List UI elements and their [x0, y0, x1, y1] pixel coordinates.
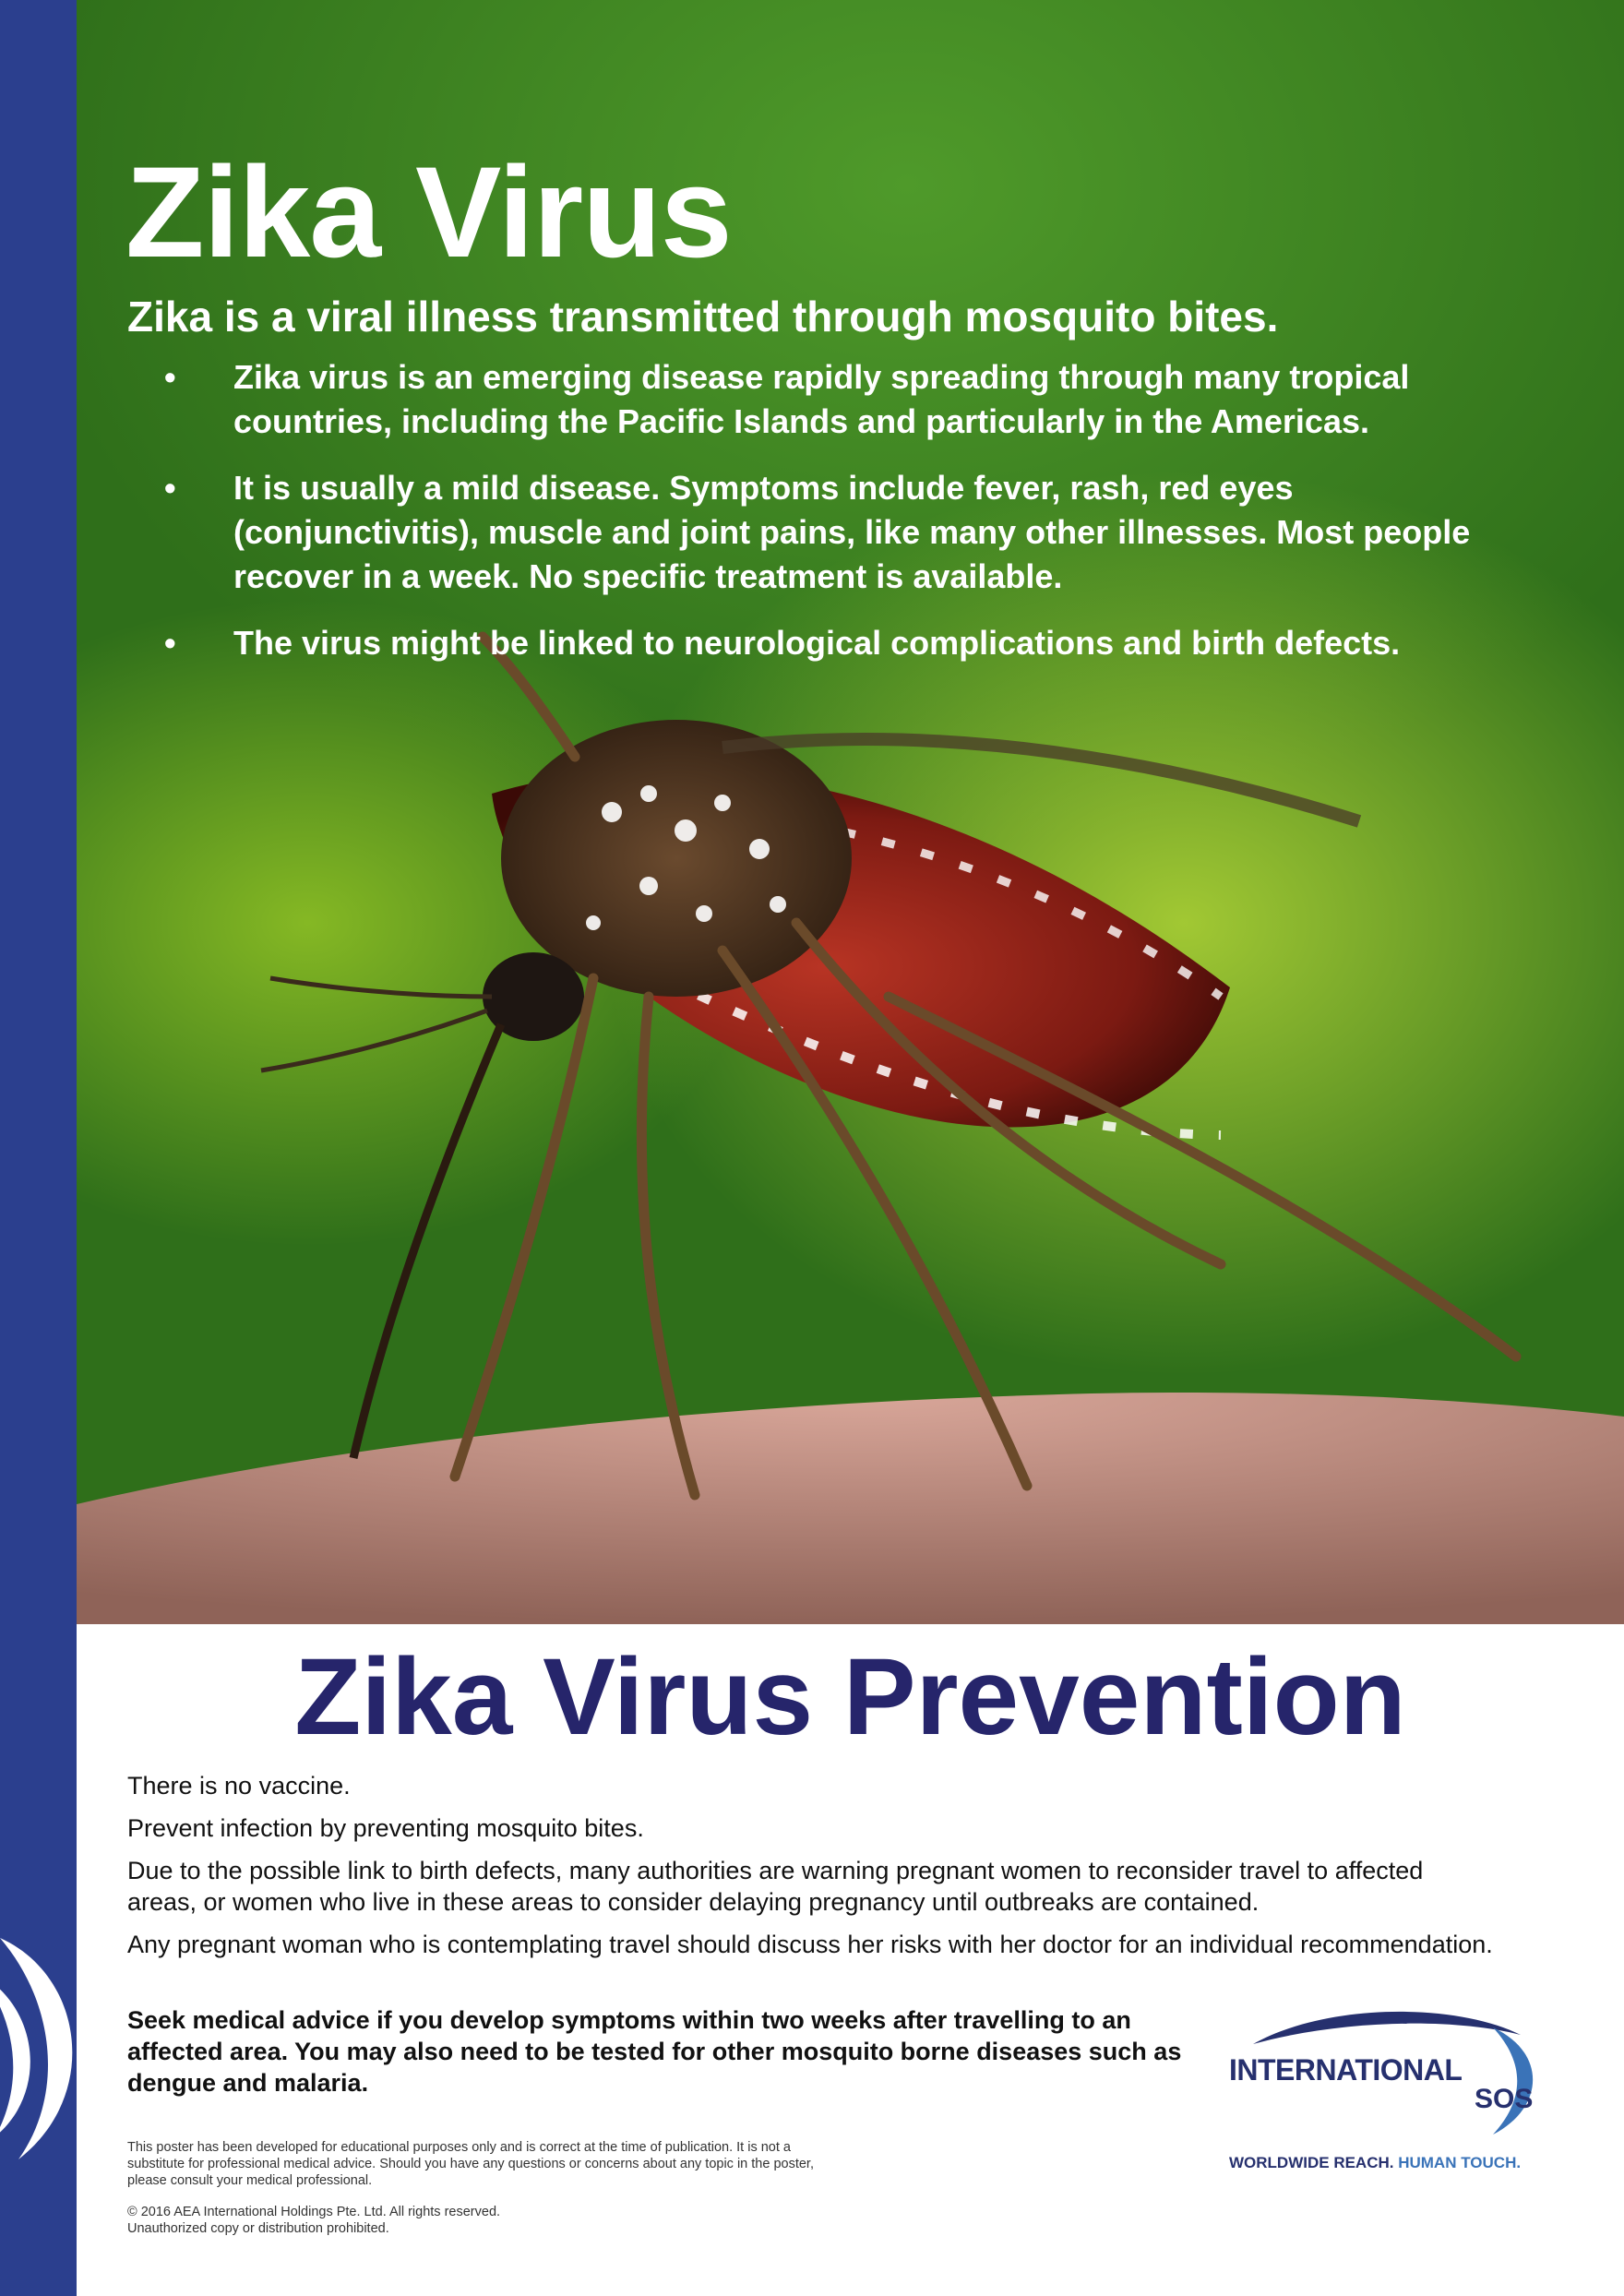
bullet-text: The virus might be linked to neurological complications and birth defects. — [233, 624, 1401, 662]
medical-advice-note: Seek medical advice if you develop symptoms within two weeks after travelling to an affected area. You may also need to be tested for other mosquito borne diseases such as dengue and malaria. — [127, 2006, 1182, 2097]
prevention-paragraph: Prevent infection by preventing mosquito bites. — [127, 1814, 644, 1842]
logo-name: INTERNATIONAL — [1229, 2053, 1463, 2087]
side-swoosh-graphic — [0, 1938, 77, 2159]
logo-tagline-part: WORLDWIDE REACH. — [1229, 2154, 1394, 2171]
hero-subtitle: Zika is a viral illness transmitted through mosquito bites. — [127, 293, 1279, 341]
copyright-line: Unauthorized copy or distribution prohibited. — [127, 2221, 389, 2236]
hero-section — [77, 0, 1624, 1624]
copyright-line: © 2016 AEA International Holdings Pte. Ltd. All rights reserved. — [127, 2205, 501, 2219]
bullet-marker: • — [164, 624, 176, 662]
prevention-title: Zika Virus Prevention — [294, 1636, 1406, 1758]
prevention-body — [127, 1770, 1493, 1971]
prevention-paragraph: Due to the possible link to birth defects, many authorities are warning pregnant women to reconsider travel to affected areas, or women who live in these areas to consider delaying pregnancy until outbreaks are contained. — [127, 1857, 1424, 1916]
bullet-text: Zika virus is an emerging disease rapidly spreading through many tropical countries, including the Pacific Islands and particularly in the Americas. — [233, 358, 1410, 440]
side-bar — [0, 0, 77, 2296]
bullet-item — [127, 355, 1530, 444]
hero-title: Zika Virus — [125, 139, 732, 284]
disclaimer-text: This poster has been developed for educational purposes only and is correct at the time of publication. It is not a substitute for professional medical advice. Should you have any questions or concerns about any topic in the poster, please consult your medical professional. — [127, 2140, 814, 2188]
prevention-paragraph: Any pregnant woman who is contemplating travel should discuss her risks with her doctor for an individual recommendation. — [127, 1931, 1493, 1958]
hero-bullet-list — [127, 355, 1530, 688]
copyright-notice — [127, 2204, 681, 2237]
bullet-marker: • — [164, 469, 176, 507]
bullet-item — [127, 466, 1530, 599]
bullet-text: It is usually a mild disease. Symptoms include fever, rash, red eyes (conjunctivitis), muscle and joint pains, like many other illnesses. Most people recover in a week. No specific treatment is available. — [233, 469, 1471, 595]
logo-tagline — [1229, 2155, 1521, 2170]
prevention-paragraph: There is no vaccine. — [127, 1772, 351, 1800]
logo-tagline-part: HUMAN TOUCH. — [1398, 2154, 1522, 2171]
bullet-item — [127, 621, 1530, 665]
logo-sos: SOS — [1475, 2084, 1534, 2114]
international-sos-logo — [1216, 2007, 1548, 2192]
bullet-marker: • — [164, 358, 176, 396]
